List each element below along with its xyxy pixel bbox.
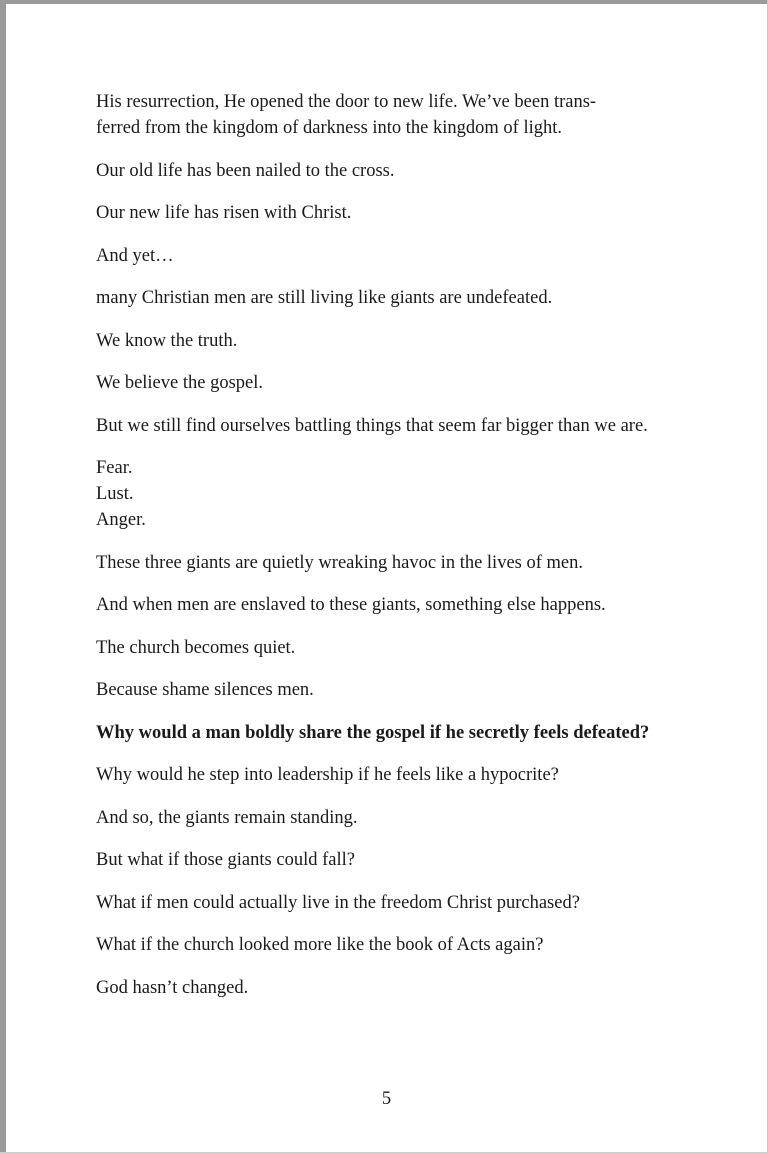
paragraph: But we still find ourselves battling things that seem far bigger than we are. — [96, 415, 648, 436]
page-number: 5 — [381, 1089, 392, 1109]
paragraph: His resurrection, He opened the door to new life. We’ve been trans- ferred from the kingdom of darkness into the kingdom of light. — [96, 92, 597, 138]
document-page — [6, 4, 767, 1152]
bold-question: Why would a man boldly share the gospel if he secretly feels defeated? — [96, 722, 650, 743]
paragraph: What if the church looked more like the book of Acts again? — [96, 935, 544, 955]
paragraph: These three giants are quietly wreaking havoc in the lives of men. — [96, 552, 583, 573]
paragraph: What if men could actually live in the freedom Christ purchased? — [96, 892, 580, 913]
paragraph: And so, the giants remain standing. — [96, 807, 358, 828]
paragraph: We know the truth. — [96, 330, 238, 351]
page-body-text — [96, 89, 676, 1017]
paragraph: Why would he step into leadership if he feels like a hypocrite? — [96, 765, 559, 785]
paragraph: We believe the gospel. — [96, 373, 264, 393]
giants-list: Fear. Lust. Anger. — [96, 458, 146, 530]
paragraph: God hasn’t changed. — [96, 977, 249, 998]
paragraph: many Christian men are still living like giants are undefeated. — [96, 288, 553, 308]
paragraph: But what if those giants could fall? — [96, 850, 355, 870]
paragraph: Our new life has risen with Christ. — [96, 203, 352, 223]
paragraph: The church becomes quiet. — [96, 637, 296, 658]
paragraph: And yet… — [96, 245, 174, 266]
paragraph: And when men are enslaved to these giants, something else happens. — [96, 595, 606, 615]
paragraph: Because shame silences men. — [96, 680, 314, 700]
paragraph: Our old life has been nailed to the cross. — [96, 160, 395, 181]
